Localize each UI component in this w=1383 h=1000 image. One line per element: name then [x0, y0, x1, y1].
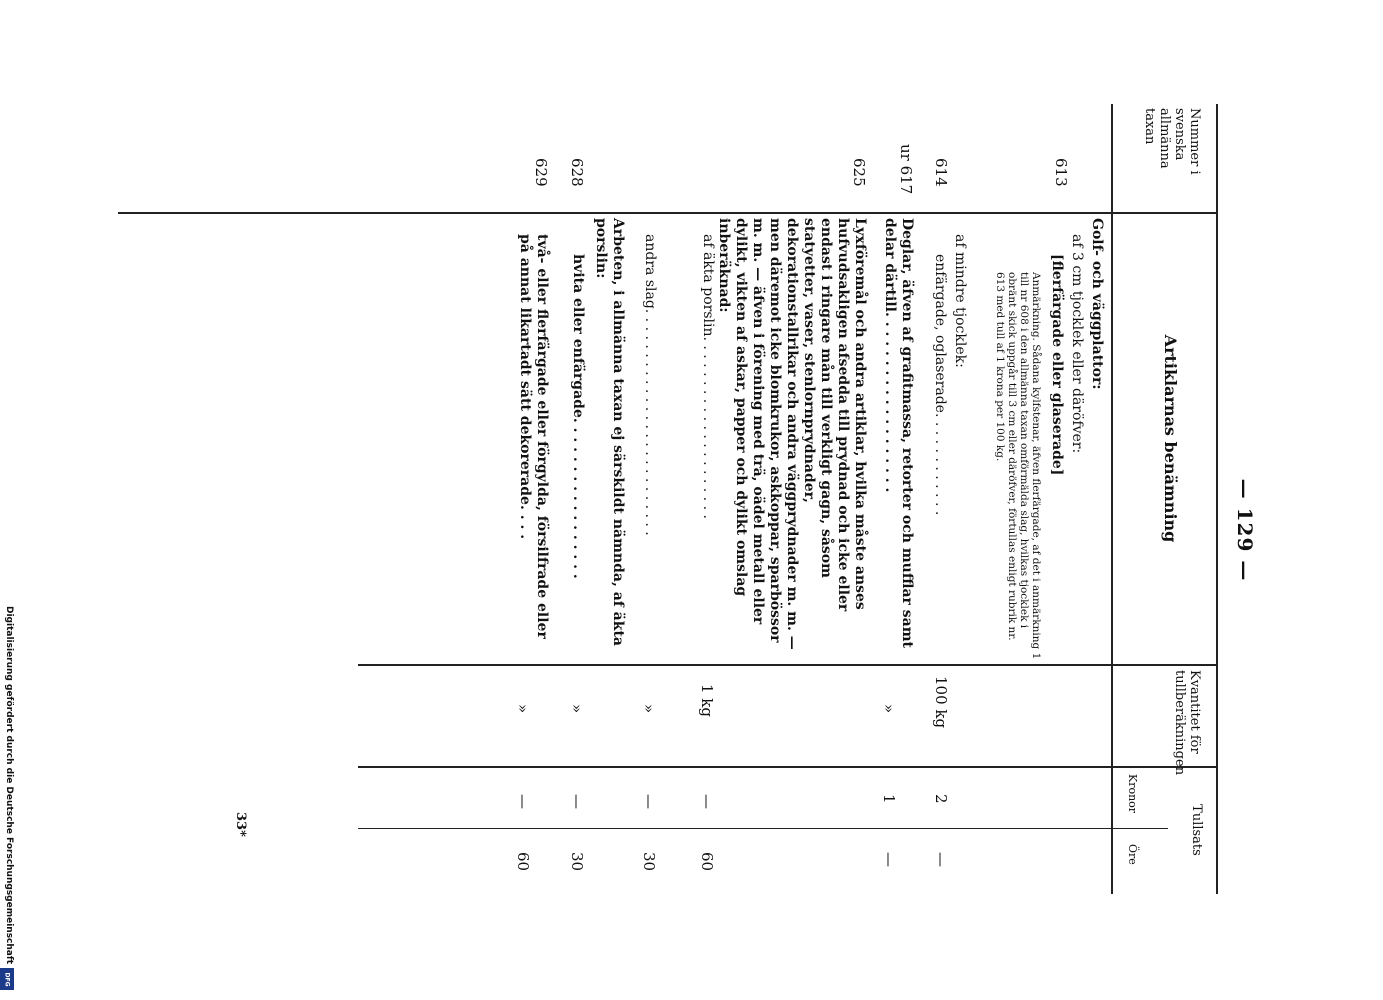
dfg-logo: DFG	[0, 968, 14, 990]
article-description: Arbeten, i allmänna taxan ej särskildt nämnda, af äkta porslin:	[593, 218, 626, 646]
tariff-table	[118, 104, 1218, 894]
article-description: enfärgade, oglaserade. . . . . . . . . . . .	[932, 254, 948, 516]
kronor-value: —	[640, 794, 658, 809]
row-number: 625	[850, 158, 868, 187]
annotation-note: Anmärkning. Sådana kylfstenar, äfven flerfärgade, af det i anmärkning 1 till nr 608 i den allmänna taxan omförmälda slag, hvilkas tjocklek i obränt skick uppgår till 3 cm eller däröfver, förtullas enligt rubrik nr. 613 med tull af 1 krona per 100 kg.	[994, 272, 1042, 660]
row-number: 628	[568, 158, 586, 187]
row-number: 629	[532, 158, 550, 187]
article-description: af 3 cm tjocklek eller däröfver:	[1069, 234, 1085, 454]
header-duty: Tullsats	[1189, 804, 1204, 856]
ore-value: —	[880, 852, 898, 867]
kronor-value: 2	[932, 794, 950, 804]
header-article: Artiklarnas benämning	[1161, 334, 1180, 543]
article-description: Deglar, äfven af grafitmassa, retorter och mufflar samt delar därtill. . . . . . . . . . . . . . . . . . .	[882, 218, 915, 649]
quantity-value: 100 kg	[932, 676, 950, 729]
article-description: två- eller flerfärgade eller förgylda, försilfrade eller på annat likartadt sätt dekorerade. . . .	[517, 234, 550, 639]
header-quantity: Kvantitet för tullberäkningen	[1172, 670, 1202, 776]
article-description: af äkta porslin. . . . . . . . . . . . . . . . . . . . .	[700, 234, 716, 519]
quantity-value: »	[640, 704, 658, 714]
ore-value: 30	[640, 852, 658, 872]
row-number: 613	[1052, 158, 1070, 187]
table-header-rule	[1111, 104, 1113, 894]
header-kronor: Kronor	[1126, 774, 1139, 814]
kronor-value: —	[514, 794, 532, 809]
col-divider-number	[118, 212, 1218, 214]
article-description: andra slag. . . . . . . . . . . . . . . . . . . . . . . . . .	[642, 234, 658, 536]
row-number: ur 617	[897, 144, 915, 195]
footer-credit: Digitalisierung gefördert durch die Deutsche Forschungsgemeinschaft	[4, 606, 14, 965]
kronor-value: —	[568, 794, 586, 809]
quantity-value: 1 kg	[698, 684, 716, 718]
col-divider-article	[358, 664, 1218, 666]
article-description: Golf- och väggplattor:	[1089, 218, 1105, 390]
header-number: Nummer i svenska allmänna taxan	[1142, 108, 1202, 175]
col-divider-kronor	[358, 828, 1168, 829]
ore-value: —	[932, 852, 950, 867]
page-number: — 129 —	[1233, 478, 1257, 582]
quantity-value: »	[568, 704, 586, 714]
table-top-rule	[1216, 104, 1218, 894]
kronor-value: 1	[880, 794, 898, 804]
quantity-value: »	[514, 704, 532, 714]
kronor-value: —	[698, 794, 716, 809]
row-number: 614	[932, 158, 950, 187]
signature-mark: 33*	[233, 812, 248, 837]
ore-value: 60	[514, 852, 532, 872]
ore-value: 30	[568, 852, 586, 872]
col-divider-quantity	[358, 766, 1218, 768]
quantity-value: »	[880, 704, 898, 714]
article-description: [flerfärgade eller glaserade]	[1049, 254, 1065, 476]
digitization-footer	[0, 606, 14, 996]
ore-value: 60	[698, 852, 716, 872]
article-description: af mindre tjocklek:	[952, 234, 968, 368]
article-description: Lyxföremål och andra artiklar, hvilka måste anses hufvudsakligen afsedda till prydnad och icke eller endast i ringare mån till verkligt gagn, såsom statyetter, vaser, stenlornprydnader, dekorationstallrikar och andra väggprydnader m. m. — men däremot icke blomkrukor, askkoppar, sparbössor m. m. — äfven i förening med trä, oädel metall eller dylikt, vikten af askar, papper och dylikt omslag inberäknad:	[716, 218, 868, 650]
header-ore: Öre	[1126, 844, 1139, 865]
article-description: hvita eller enfärgade. . . . . . . . . . . . . . . . .	[570, 254, 586, 579]
